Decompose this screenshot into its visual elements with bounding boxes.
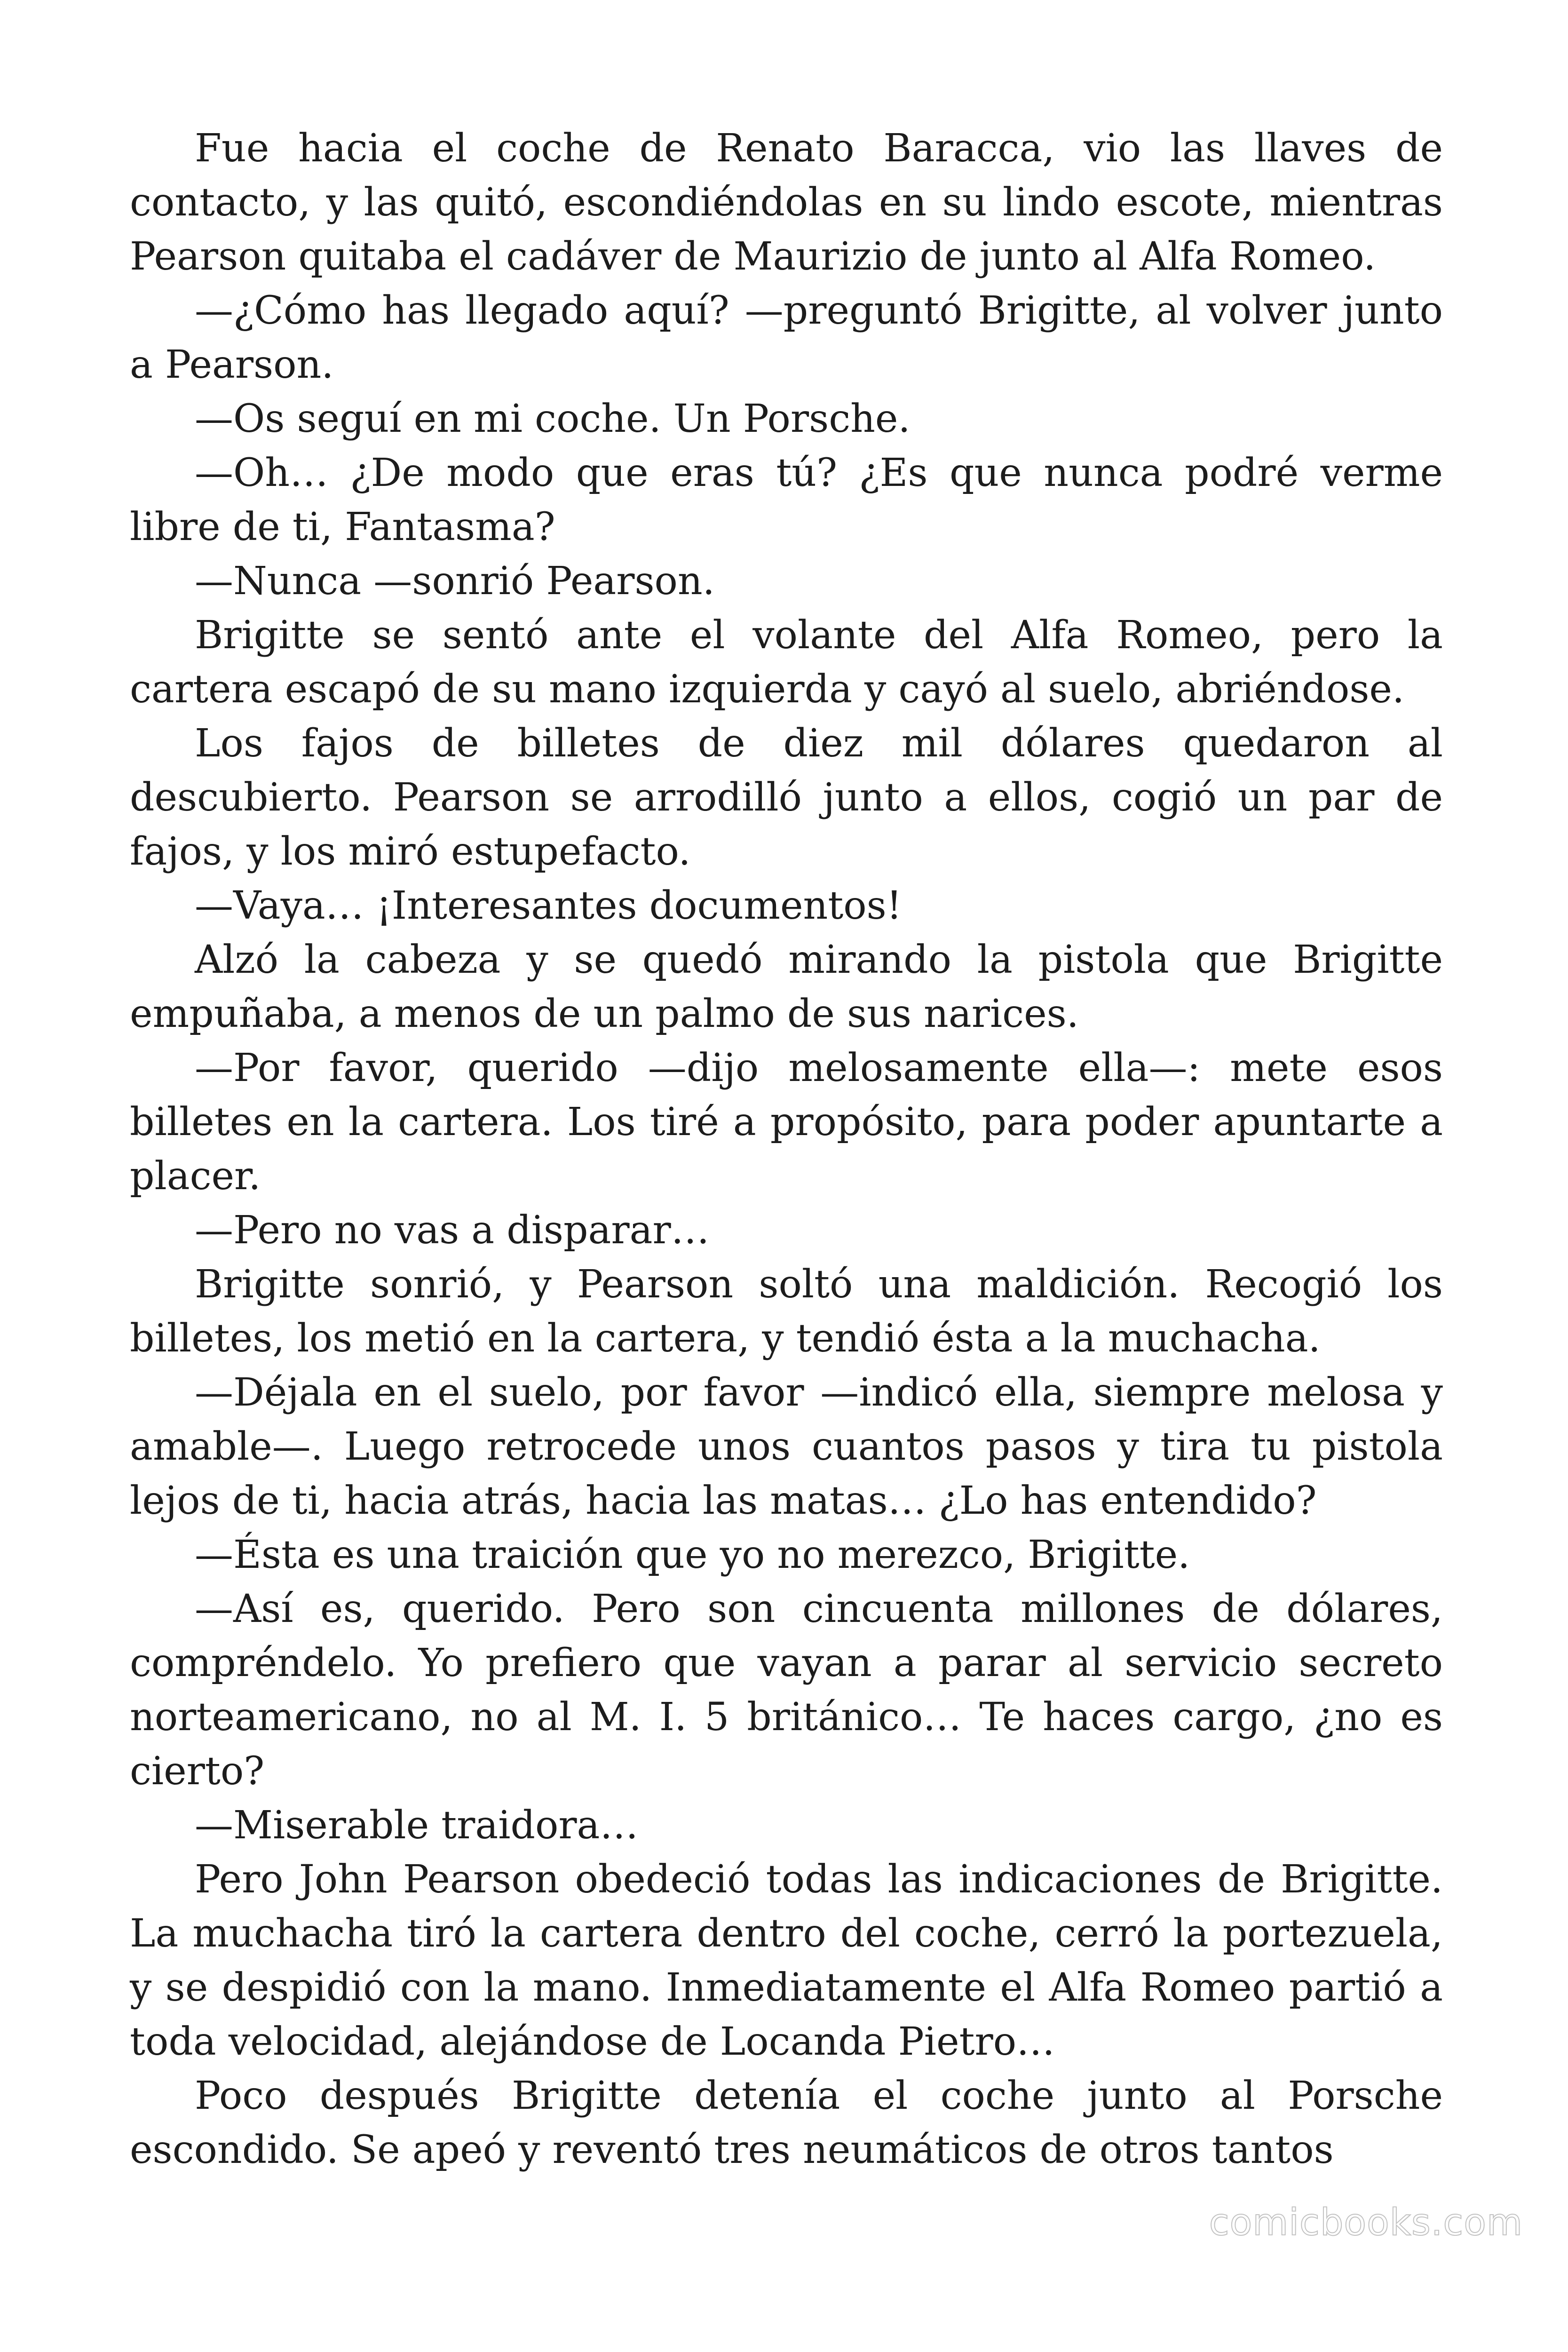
paragraph: Brigitte sonrió, y Pearson soltó una maldición. Recogió los billetes, los metió en la cartera, y tendió ésta a la muchacha. bbox=[130, 1262, 1443, 1361]
watermark: comicbooks.com bbox=[1209, 2201, 1523, 2244]
paragraph: Poco después Brigitte detenía el coche junto al Porsche escondido. Se apeó y reventó tres neumáticos de otros tantos bbox=[130, 2074, 1443, 2172]
paragraph: —Ésta es una traición que yo no merezco, Brigitte. bbox=[195, 1533, 1190, 1577]
paragraph: —Déjala en el suelo, por favor —indicó ella, siempre melosa y amable—. Luego retrocede unos cuantos pasos y tira tu pistola lejos de ti, hacia atrás, hacia las matas… ¿Lo has entendido? bbox=[130, 1370, 1443, 1523]
paragraph: Los fajos de billetes de diez mil dólares quedaron al descubierto. Pearson se arrodilló junto a ellos, cogió un par de fajos, y los miró estupefacto. bbox=[130, 721, 1443, 874]
paragraph: —Os seguí en mi coche. Un Porsche. bbox=[195, 397, 911, 441]
paragraph: Fue hacia el coche de Renato Baracca, vio las llaves de contacto, y las quitó, escondiéndolas en su lindo escote, mientras Pearson quitaba el cadáver de Maurizio de junto al Alfa Romeo. bbox=[130, 126, 1443, 279]
paragraph: —Por favor, querido —dijo melosamente ella—: mete esos billetes en la cartera. Los tiré a propósito, para poder apuntarte a placer. bbox=[130, 1046, 1443, 1199]
paragraph: Alzó la cabeza y se quedó mirando la pistola que Brigitte empuñaba, a menos de un palmo de sus narices. bbox=[130, 938, 1443, 1036]
paragraph: —¿Cómo has llegado aquí? —preguntó Brigitte, al volver junto a Pearson. bbox=[130, 288, 1443, 387]
paragraph: —Pero no vas a disparar… bbox=[195, 1208, 710, 1253]
paragraph: —Oh… ¿De modo que eras tú? ¿Es que nunca podré verme libre de ti, Fantasma? bbox=[130, 451, 1443, 549]
paragraph: Pero John Pearson obedeció todas las indicaciones de Brigitte. La muchacha tiró la cartera dentro del coche, cerró la portezuela, y se despidió con la mano. Inmediatamente el Alfa Romeo partió a toda velocidad, alejándose de Locanda Pietro… bbox=[130, 1857, 1443, 2064]
paragraph: —Vaya… ¡Interesantes documentos! bbox=[195, 883, 902, 928]
paragraph: —Miserable traidora… bbox=[195, 1803, 639, 1848]
body-text bbox=[130, 121, 1443, 2177]
paragraph: Brigitte se sentó ante el volante del Alfa Romeo, pero la cartera escapó de su mano izquierda y cayó al suelo, abriéndose. bbox=[130, 613, 1443, 712]
paragraph: —Así es, querido. Pero son cincuenta millones de dólares, compréndelo. Yo prefiero que vayan a parar al servicio secreto norteamericano, no al M. I. 5 británico… Te haces cargo, ¿no es cierto? bbox=[130, 1587, 1443, 1794]
paragraph: —Nunca —sonrió Pearson. bbox=[195, 559, 715, 604]
